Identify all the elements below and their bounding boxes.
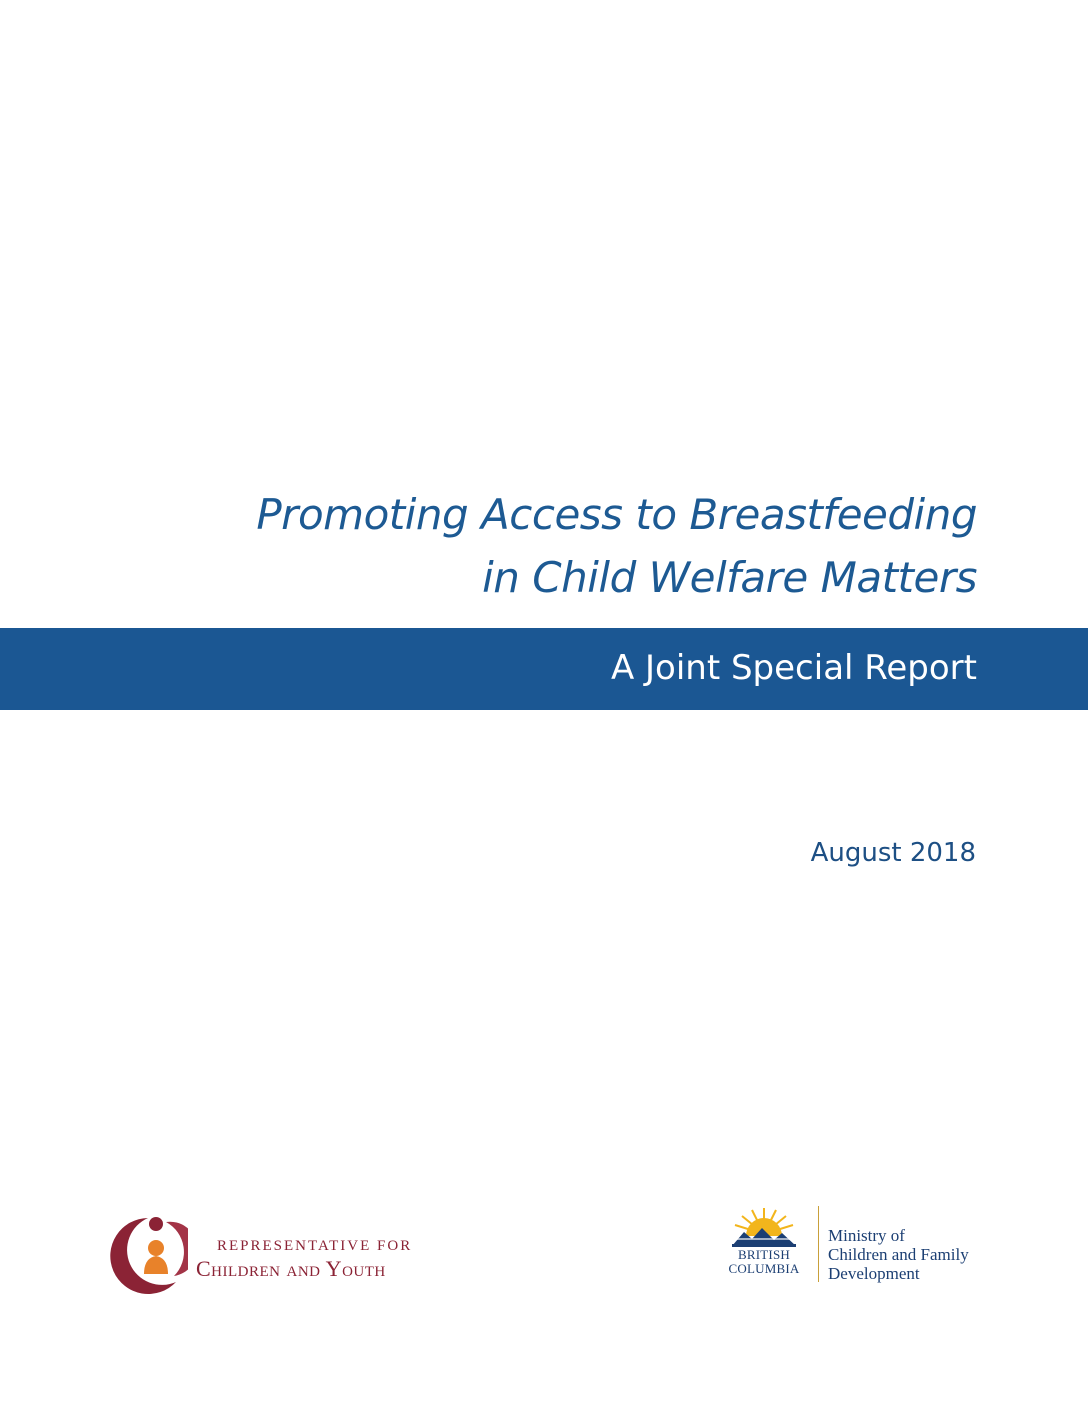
ministry-name: [828, 1226, 969, 1283]
subtitle-band: [0, 628, 1088, 710]
rcy-line-1: REPRESENTATIVE FOR: [217, 1238, 413, 1254]
logo-divider: [818, 1206, 819, 1282]
report-title-line-2: in Child Welfare Matters: [482, 553, 977, 602]
report-title-line-1: Promoting Access to Breastfeeding: [256, 490, 977, 539]
ministry-line-3: Development: [828, 1264, 920, 1283]
rcy-line-2: Children and Youth: [196, 1256, 386, 1281]
bc-ministry-logo: [720, 1204, 982, 1294]
rcy-logo: [108, 1212, 448, 1296]
ministry-line-2: Children and Family: [828, 1245, 969, 1264]
bc-word-columbia: COLUMBIA: [728, 1261, 800, 1276]
rcy-emblem-icon: [108, 1212, 188, 1296]
bc-wordmark: [720, 1248, 808, 1276]
bc-word-british: BRITISH: [738, 1247, 790, 1262]
report-date: August 2018: [810, 838, 976, 868]
rcy-wordmark: [196, 1236, 412, 1282]
report-subtitle: A Joint Special Report: [610, 648, 977, 688]
ministry-line-1: Ministry of: [828, 1226, 905, 1245]
